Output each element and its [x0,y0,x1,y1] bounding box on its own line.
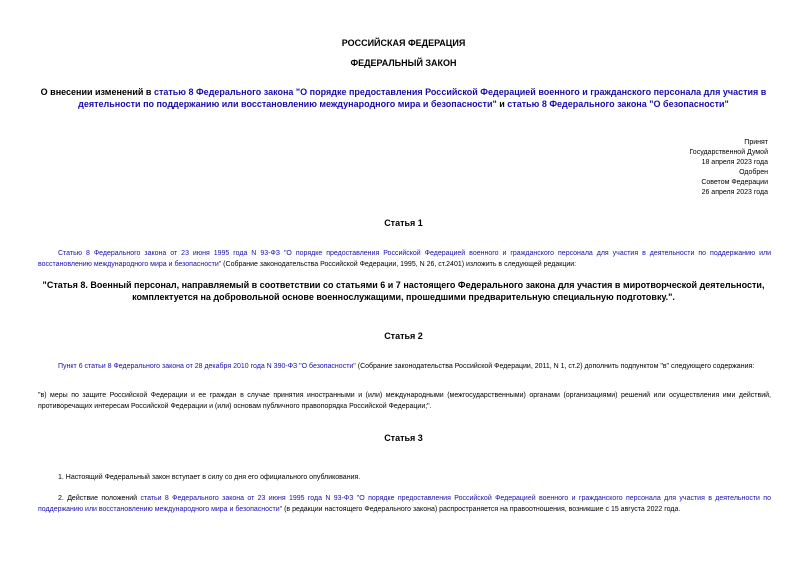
adoption-line: Одобрен [739,169,768,176]
article-1-link[interactable]: Статью 8 Федерального закона от 23 июня 1995 года N 93-ФЗ "О порядке предоставления Российской Федерацией военного и гражданского персонала для участия в деятельности по поддержанию или восстановлению международного мира и безопасности" [38,250,771,268]
adoption-line: Государственной Думой [689,149,768,156]
title-middle: и [496,99,508,109]
article-1-heading: Статья 1 [384,218,423,228]
article-3-p2-prefix: 2. Действие положений [58,495,141,502]
article-2-quote: "в) меры по защите Российской Федерации и ее граждан в случае принятия иностранными и (или) международными (межгосударственными) органами (организациями) решений или осуществления ими действий, противоречащих интересам Российской Федерации и (или) основам публичного правопорядка Российской Федерации;". [38,392,771,410]
article-3-link[interactable]: статьи 8 Федерального закона от 23 июня 1995 года N 93-ФЗ "О порядке предоставления Российской Федерацией военного и гражданского персонала для участия в деятельности по поддержанию или восстановлению международного мира и безопасности" [38,495,771,513]
adoption-line: 26 апреля 2023 года [701,189,768,196]
article-1-text [38,248,771,270]
article-2-heading: Статья 2 [384,331,423,341]
title-link-1[interactable]: статью 8 Федерального закона "О порядке предоставления Российской Федерацией военного и гражданского персонала для участия в деятельности по поддержанию или восстановлению международного мира и безопасности" [78,87,767,109]
law-type-heading: ФЕДЕРАЛЬНЫЙ ЗАКОН [350,58,457,68]
article-1-body: (Собрание законодательства Российской Федерации, 1995, N 26, ст.2401) изложить в следующей редакции: [221,261,577,268]
article-3-heading: Статья 3 [384,433,423,443]
article-2-body: (Собрание законодательства Российской Федерации, 2011, N 1, ст.2) дополнить подпунктом "в" следующего содержания: [355,363,755,370]
article-2-link[interactable]: Пункт 6 статьи 8 Федерального закона от 28 декабря 2010 года N 390-ФЗ "О безопасности" [58,363,356,370]
adoption-line: Советом Федерации [701,179,768,186]
adoption-line: Принят [744,139,768,146]
law-title [40,86,767,110]
article-3-p2-suffix: (в редакции настоящего Федерального закона) распространяется на правоотношения, возникшие с 15 августа 2022 года. [282,506,681,513]
article-3-paragraph-2 [38,493,771,515]
adoption-line: 18 апреля 2023 года [701,159,768,166]
article-2-text [38,361,771,372]
adoption-block [689,138,768,198]
title-link-2[interactable]: статью 8 Федерального закона "О безопасности" [507,99,729,109]
article-1-quote: "Статья 8. Военный персонал, направляемый в соответствии со статьями 6 и 7 настоящего Федерального закона для участия в миротворческой деятельности, комплектуется на добровольной основе военнослужащими, прошедшими предварительную специальную подготовку.". [42,280,765,302]
title-prefix: О внесении изменений в [40,87,154,97]
article-3-paragraph-1: 1. Настоящий Федеральный закон вступает в силу со дня его официального опубликования. [58,474,361,481]
country-heading: РОССИЙСКАЯ ФЕДЕРАЦИЯ [341,38,466,48]
